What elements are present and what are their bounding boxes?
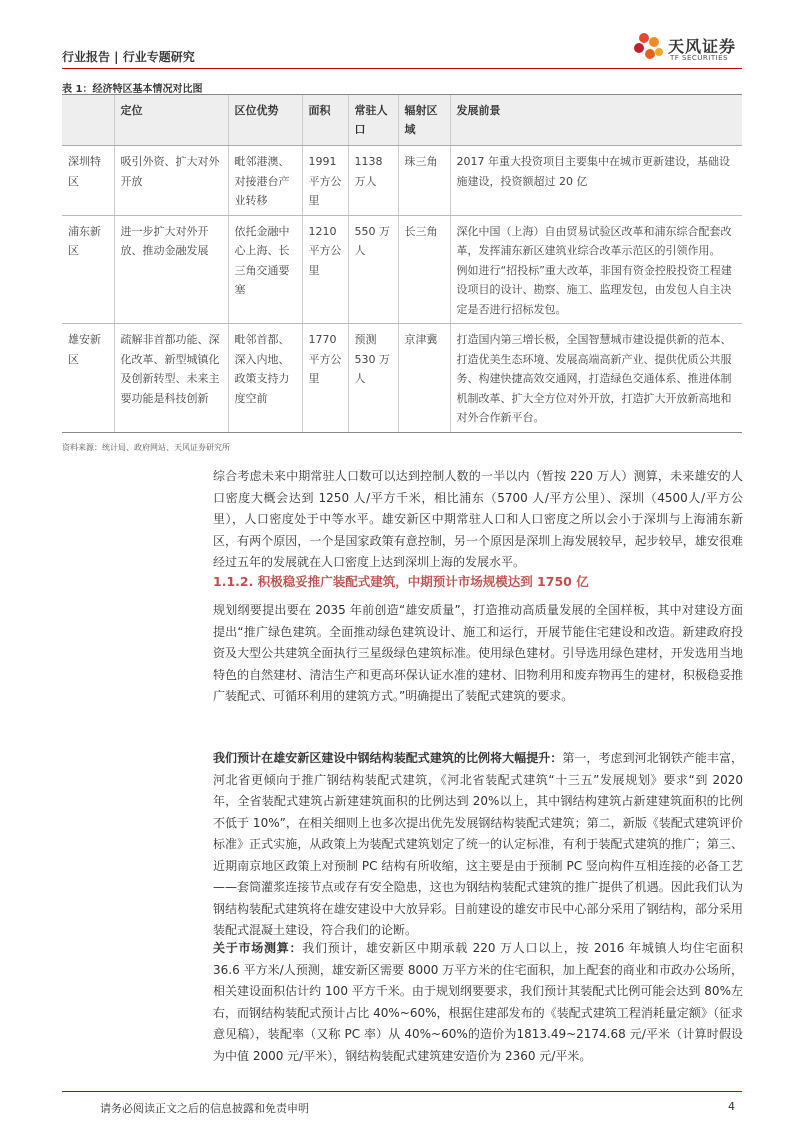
- cell-population: 预测530 万人: [348, 324, 398, 433]
- cell-position: 吸引外资、扩大对外开放: [114, 146, 228, 216]
- cell-name: 雄安新区: [62, 324, 114, 433]
- prospect-paragraph: 2017 年重大投资项目主要集中在城市更新建设，基础设施建设，投资额超过 20 亿: [456, 155, 730, 188]
- body-paragraph-population: 综合考虑未来中期常驻人口数可以达到控制人数的一半以内（暂按 220 万人）测算，未来雄安的人口密度大概会达到 1250 人/平方千米，相比浦东（5700 人/平方公里）、深圳（4500人/平方公里），人口密度处于中等水平。雄安新区中期常驻人口和人口密度之所以会小于深圳与上海浦东新区，有两个原因，一个是国家政策有意控制，另一个原因是深圳上海发展较早，起步较早，雄安很难经过五年的发展就在人口密度上达到深圳上海的发展水平。: [213, 469, 743, 569]
- cell-advantage: 毗邻港澳、对接港台产业转移: [228, 146, 302, 216]
- table-row: [62, 324, 742, 433]
- report-category: 行业报告 | 行业专题研究: [62, 50, 195, 64]
- table-source-note: 资料来源：统计局、政府网站、天风证券研究所: [62, 443, 230, 452]
- cell-region: 长三角: [398, 215, 450, 324]
- cell-region: 珠三角: [398, 146, 450, 216]
- footer-divider: [62, 1091, 742, 1092]
- cell-position: 疏解非首都功能、深化改革、新型城镇化及创新转型、未来主要功能是科技创新: [114, 324, 228, 433]
- cell-name: 深圳特区: [62, 146, 114, 216]
- paragraph-lead-bold: 关于市场测算：: [213, 941, 303, 955]
- prospect-paragraph: 例如进行“招投标”重大改革，非国有资金控股投资工程建设项目的设计、勘察、施工、监理发包，由发包人自主决定是否进行招标发包。: [456, 263, 732, 316]
- header-divider: [62, 68, 742, 69]
- table-header-row: [62, 95, 742, 146]
- header-cell-advantage: 区位优势: [228, 95, 302, 146]
- header-cell-name: [62, 95, 114, 146]
- paragraph-text: 第一，考虑到河北钢铁产能丰富，河北省更倾向于推广钢结构装配式建筑，《河北省装配式建筑“十三五”发展规划》要求“到 2020 年，全省装配式建筑占新建建筑面积的比例达到 20%以上，其中钢结构建筑占新建建筑面积的比例不低于 10%”，在相关细则上也多次提出优先发展钢结构装配式建筑；第二，新版《装配式建筑评价标准》正式实施，从政策上为装配式建筑划定了统一的认定标准，有利于装配式建筑的推广；第三、近期南京地区政策上对预制 PC 结构有所收缩，这主要是由于预制 PC 竖向构件互相连接的必备工艺——套筒灌浆连接节点或存有安全隐患，这也为钢结构装配式建筑的推广提供了机遇。因此我们认为钢结构装配式建筑将在雄安建设中大放异彩。目前建设的雄安市民中心部分采用了钢结构，部分采用装配式混凝土建设，符合我们的论断。: [213, 751, 743, 937]
- header-cell-position: 定位: [114, 95, 228, 146]
- body-paragraph-steel-structure: [213, 748, 743, 942]
- cell-position: 进一步扩大对外开放、推动金融发展: [114, 215, 228, 324]
- cell-advantage: 毗邻首都、深入内地、政策支持力度空前: [228, 324, 302, 433]
- company-logo: [630, 30, 750, 66]
- cell-advantage: 依托金融中心上海、长三角交通要塞: [228, 215, 302, 324]
- cell-area: 1991平方公里: [302, 146, 348, 216]
- table-row: [62, 146, 742, 216]
- prospect-paragraph: 深化中国（上海）自由贸易试验区改革和浦东综合配套改革，发挥浦东新区建筑业综合改革示范区的引领作用。: [456, 224, 732, 257]
- logo-petal-icon: [630, 30, 666, 66]
- cell-prospect: [450, 146, 742, 216]
- page-number: 4: [728, 1100, 735, 1113]
- table-title: 表 1：经济特区基本情况对比图: [62, 84, 203, 95]
- paragraph-lead-bold: 我们预计在雄安新区建设中钢结构装配式建筑的比例将大幅提升：: [213, 751, 563, 765]
- section-heading: 1.1.2. 积极稳妥推广装配式建筑，中期预计市场规模达到 1750 亿: [213, 574, 589, 589]
- cell-prospect: [450, 324, 742, 433]
- cell-name: 浦东新区: [62, 215, 114, 324]
- cell-area: 1210平方公里: [302, 215, 348, 324]
- body-paragraph-green-building: 规划纲要提出要在 2035 年前创造“雄安质量”，打造推动高质量发展的全国样板，其中对建设方面提出“推广绿色建筑。全面推动绿色建筑设计、施工和运行，开展节能住宅建设和改造。新建政府投资及大型公共建筑全面执行三星级绿色建筑标准。使用绿色建材。引导选用绿色建材，开发选用当地特色的自然建材、清洁生产和更高环保认证水准的建材、旧物利用和废弃物再生的建材，积极稳妥推广装配式、可循环利用的建筑方式。”明确提出了装配式建筑的要求。: [213, 603, 743, 703]
- table-row: [62, 215, 742, 324]
- header-cell-prospect: 发展前景: [450, 95, 742, 146]
- body-paragraph-market-estimate: [213, 938, 743, 1067]
- logo-chinese-name: 天风证券: [668, 37, 737, 56]
- header-cell-area: 面积: [302, 95, 348, 146]
- paragraph-text: 我们预计，雄安新区中期承载 220 万人口以上，按 2016 年城镇人均住宅面积 36.6 平方米/人预测，雄安新区需要 8000 万平方米的住宅面积，加上配套的商业和市政办公场所，相关建设面积估计约 100 平方千米。由于规划纲要要求，我们预计其装配式比例可能会达到 80%左右，而钢结构装配式预计占比 40%~60%，根据住建部发布的《装配式建筑工程消耗量定额》（征求意见稿），装配率（又称 PC 率）从 40%~60%的造价为1813.49~2174.68 元/平米（计算时假设为中值 2000 元/平米），钢结构装配式建筑建安造价为 2360 元/平米。: [213, 941, 743, 1063]
- cell-population: 550 万人: [348, 215, 398, 324]
- header-cell-population: 常驻人口: [348, 95, 398, 146]
- footer-disclaimer: 请务必阅读正文之后的信息披露和免责申明: [100, 1102, 309, 1115]
- cell-region: 京津冀: [398, 324, 450, 433]
- cell-prospect: [450, 215, 742, 324]
- header-cell-region: 辐射区域: [398, 95, 450, 146]
- prospect-paragraph: 打造国内第三增长极，全国智慧城市建设提供新的范本、打造优美生态环境、发展高端高新产业、提供优质公共服务、构建快捷高效交通网，打造绿色交通体系、推进体制机制改革、扩大全方位对外开放，打造扩大开放新高地和对外合作新平台。: [456, 333, 732, 424]
- zone-comparison-table: [62, 94, 742, 433]
- logo-english-name: TF SECURITIES: [670, 54, 729, 62]
- cell-area: 1770平方公里: [302, 324, 348, 433]
- cell-population: 1138万人: [348, 146, 398, 216]
